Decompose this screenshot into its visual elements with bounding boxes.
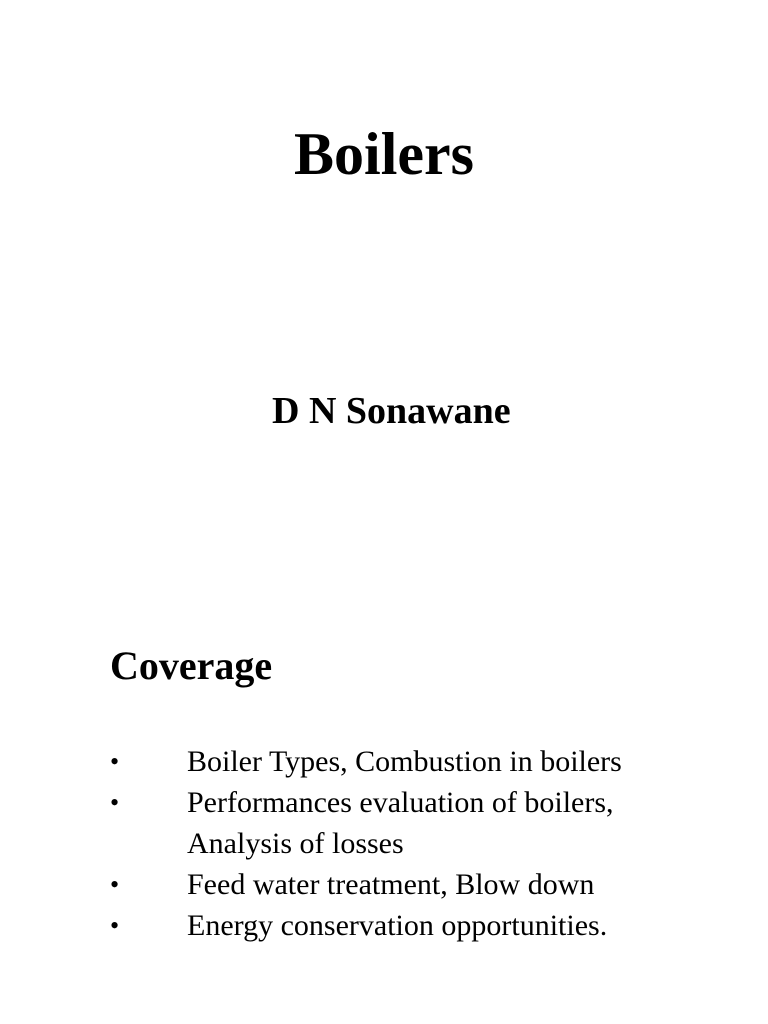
- list-item-text: Feed water treatment, Blow down: [187, 868, 595, 901]
- section-heading: Coverage: [110, 643, 273, 688]
- list-item: [0, 905, 768, 946]
- bullet-icon: •: [110, 788, 120, 817]
- list-item: [0, 741, 768, 782]
- list-item-text: Energy conservation opportunities.: [187, 909, 608, 942]
- list-item-text: Boiler Types, Combustion in boilers: [187, 745, 622, 778]
- bullet-icon: •: [110, 747, 120, 776]
- list-item-text: Analysis of losses: [187, 827, 404, 860]
- list-item-text: Performances evaluation of boilers,: [187, 786, 614, 819]
- author-name: D N Sonawane: [272, 390, 511, 432]
- list-item: [0, 782, 768, 864]
- list-item: [0, 864, 768, 905]
- coverage-list: [0, 741, 768, 946]
- bullet-icon: •: [110, 870, 120, 899]
- slide-title: Boilers: [294, 121, 474, 187]
- bullet-icon: •: [110, 911, 120, 940]
